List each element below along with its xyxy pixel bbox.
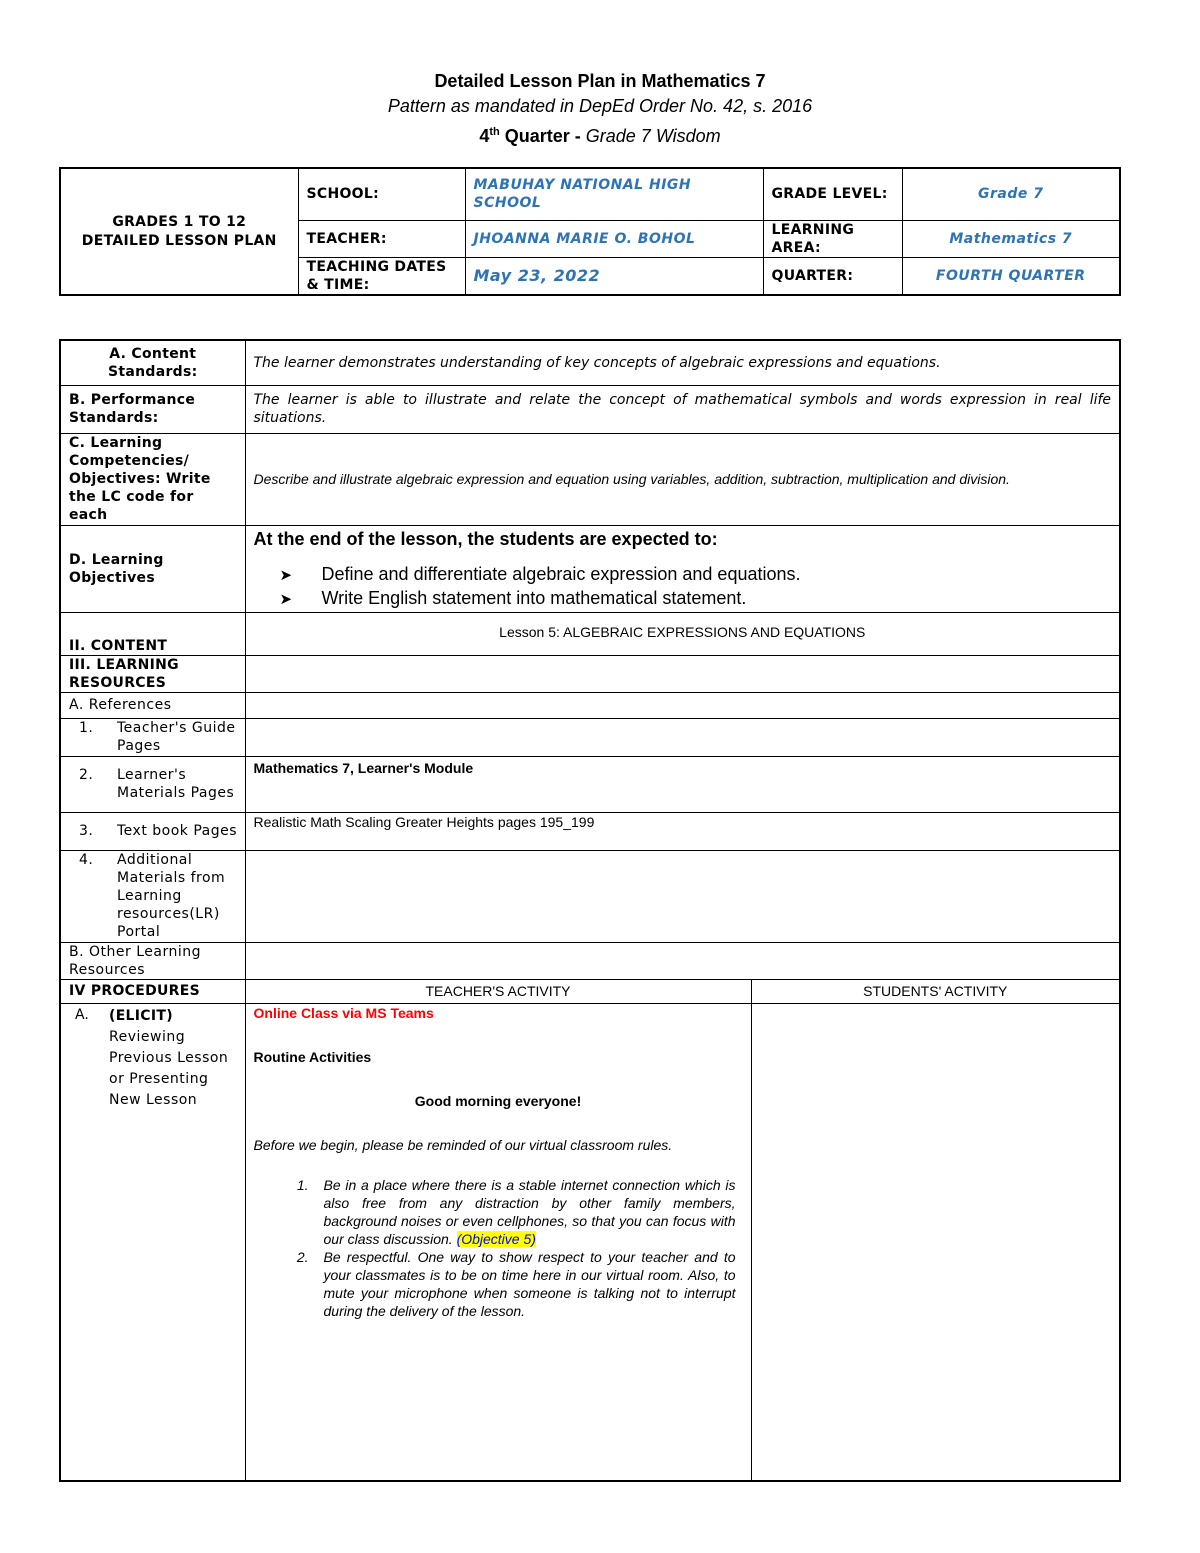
teacher-label: TEACHER: — [298, 220, 465, 257]
document-subtitle: Pattern as mandated in DepEd Order No. 42, s. 2016 — [387, 96, 813, 116]
elicit-number: A. — [75, 1006, 89, 1023]
quarter-field-value: FOURTH QUARTER — [902, 257, 1120, 295]
additional-materials-value — [245, 850, 1120, 942]
objectives-intro: At the end of the lesson, the students are expected to: — [253, 528, 718, 549]
quarter-field-label: QUARTER: — [763, 257, 902, 295]
school-value: MABUHAY NATIONAL HIGH SCHOOL — [465, 168, 763, 220]
teaching-dates-value: May 23, 2022 — [465, 257, 763, 295]
document-title-block — [0, 68, 1200, 150]
teacher-activity-header: TEACHER'S ACTIVITY — [245, 979, 751, 1003]
lesson-info-table — [59, 167, 1121, 296]
elicit-label: (ELICIT) — [109, 1007, 173, 1024]
teachers-guide-value — [245, 718, 1120, 756]
learners-materials-label — [60, 756, 245, 812]
rule-item — [254, 1248, 743, 1320]
textbook-pages-value: Realistic Math Scaling Greater Heights pages 195_199 — [245, 812, 1120, 850]
ref-3-number: 3. — [79, 823, 94, 839]
classroom-rules-list — [254, 1176, 743, 1320]
rule-2-text: Be respectful. One way to show respect to your teacher and to your classmates is to be on time here in our virtual room. Also, to mute your microphone when someone is talking not to interrupt during the delivery of the lesson. — [323, 1248, 736, 1319]
other-resources-value — [245, 942, 1120, 979]
grade-level-value: Grade 7 — [902, 168, 1120, 220]
ref-3-label: Text book Pages — [117, 823, 238, 839]
performance-standards-label: B. Performance Standards: — [60, 385, 245, 433]
other-resources-label: B. Other Learning Resources — [60, 942, 245, 979]
learning-objectives-label: D. Learning Objectives — [60, 525, 245, 612]
learning-area-label: LEARNING AREA: — [763, 220, 902, 257]
student-activity-cell — [751, 1003, 1120, 1481]
objective-item — [254, 563, 1112, 587]
elicit-description: Reviewing Previous Lesson or Presenting New Lesson — [109, 1028, 229, 1108]
objective-tag: (Objective 5) — [456, 1230, 536, 1247]
content-standards-label: A. Content Standards: — [60, 340, 245, 385]
teacher-activity-cell — [245, 1003, 751, 1481]
ref-4-number: 4. — [79, 852, 94, 868]
arrow-bullet-icon: ➤ — [279, 566, 293, 584]
greeting-text: Good morning everyone! — [414, 1092, 582, 1109]
rule-1-text: Be in a place where there is a stable internet connection which is also free from any distraction by other family members, background noises or even cellphones, so that you can focus with our class discussion. — [323, 1176, 736, 1247]
reminder-text: Before we begin, please be reminded of our virtual classroom rules. — [253, 1136, 673, 1153]
document-title: Detailed Lesson Plan in Mathematics 7 — [434, 71, 766, 91]
rule-2-number: 2. — [296, 1248, 309, 1265]
content-label: II. CONTENT — [60, 612, 245, 655]
elicit-label-cell — [60, 1003, 245, 1481]
learning-resources-value — [245, 655, 1120, 692]
learning-area-value: Mathematics 7 — [902, 220, 1120, 257]
quarter-line — [0, 118, 1200, 150]
references-label: A. References — [60, 692, 245, 718]
grade-level-label: GRADE LEVEL: — [763, 168, 902, 220]
ref-1-label: Teacher's Guide Pages — [117, 720, 236, 754]
rule-1-number: 1. — [296, 1176, 309, 1193]
teachers-guide-label — [60, 718, 245, 756]
student-activity-header: STUDENTS' ACTIVITY — [751, 979, 1120, 1003]
teaching-dates-label: TEACHING DATES & TIME: — [298, 257, 465, 295]
textbook-pages-label — [60, 812, 245, 850]
section-name: Grade 7 Wisdom — [585, 126, 721, 146]
objective-1-text: Define and differentiate algebraic expression and equations. — [321, 563, 801, 584]
learning-resources-label: III. LEARNING RESOURCES — [60, 655, 245, 692]
dlp-label: DETAILED LESSON PLAN — [81, 232, 277, 249]
quarter-label: Quarter - — [504, 126, 581, 146]
teacher-value: JHOANNA MARIE O. BOHOL — [465, 220, 763, 257]
ref-1-number: 1. — [79, 720, 94, 736]
ref-4-label: Additional Materials from Learning resources(LR) Portal — [117, 852, 226, 940]
learning-objectives-cell — [245, 525, 1120, 612]
online-class-note: Online Class via MS Teams — [253, 1004, 434, 1021]
content-text: Lesson 5: ALGEBRAIC EXPRESSIONS AND EQUATIONS — [245, 612, 1120, 655]
grades-label: GRADES 1 TO 12 — [112, 213, 247, 230]
learning-competencies-label: C. Learning Competencies/ Objectives: Write the LC code for each — [60, 433, 245, 525]
procedures-label: IV PROCEDURES — [60, 979, 245, 1003]
objective-item — [254, 587, 1112, 611]
rule-item — [254, 1176, 743, 1248]
quarter-suffix: th — [489, 126, 500, 138]
objective-2-text: Write English statement into mathematical statement. — [321, 587, 747, 608]
references-value — [245, 692, 1120, 718]
ref-2-label: Learner's Materials Pages — [117, 767, 235, 801]
learners-materials-value: Mathematics 7, Learner's Module — [245, 756, 1120, 812]
quarter-number: 4 — [479, 126, 490, 146]
lesson-plan-table — [59, 339, 1121, 1482]
arrow-bullet-icon: ➤ — [279, 590, 293, 608]
ref-2-number: 2. — [79, 767, 94, 783]
performance-standards-text: The learner is able to illustrate and relate the concept of mathematical symbols and words expression in real life situations. — [245, 385, 1120, 433]
additional-materials-label — [60, 850, 245, 942]
learning-competencies-text: Describe and illustrate algebraic expression and equation using variables, addition, subtraction, multiplication and division. — [245, 433, 1120, 525]
school-label: SCHOOL: — [298, 168, 465, 220]
lesson-plan-heading — [60, 168, 298, 295]
routine-activities-heading: Routine Activities — [253, 1048, 372, 1065]
content-standards-text: The learner demonstrates understanding of key concepts of algebraic expressions and equations. — [245, 340, 1120, 385]
